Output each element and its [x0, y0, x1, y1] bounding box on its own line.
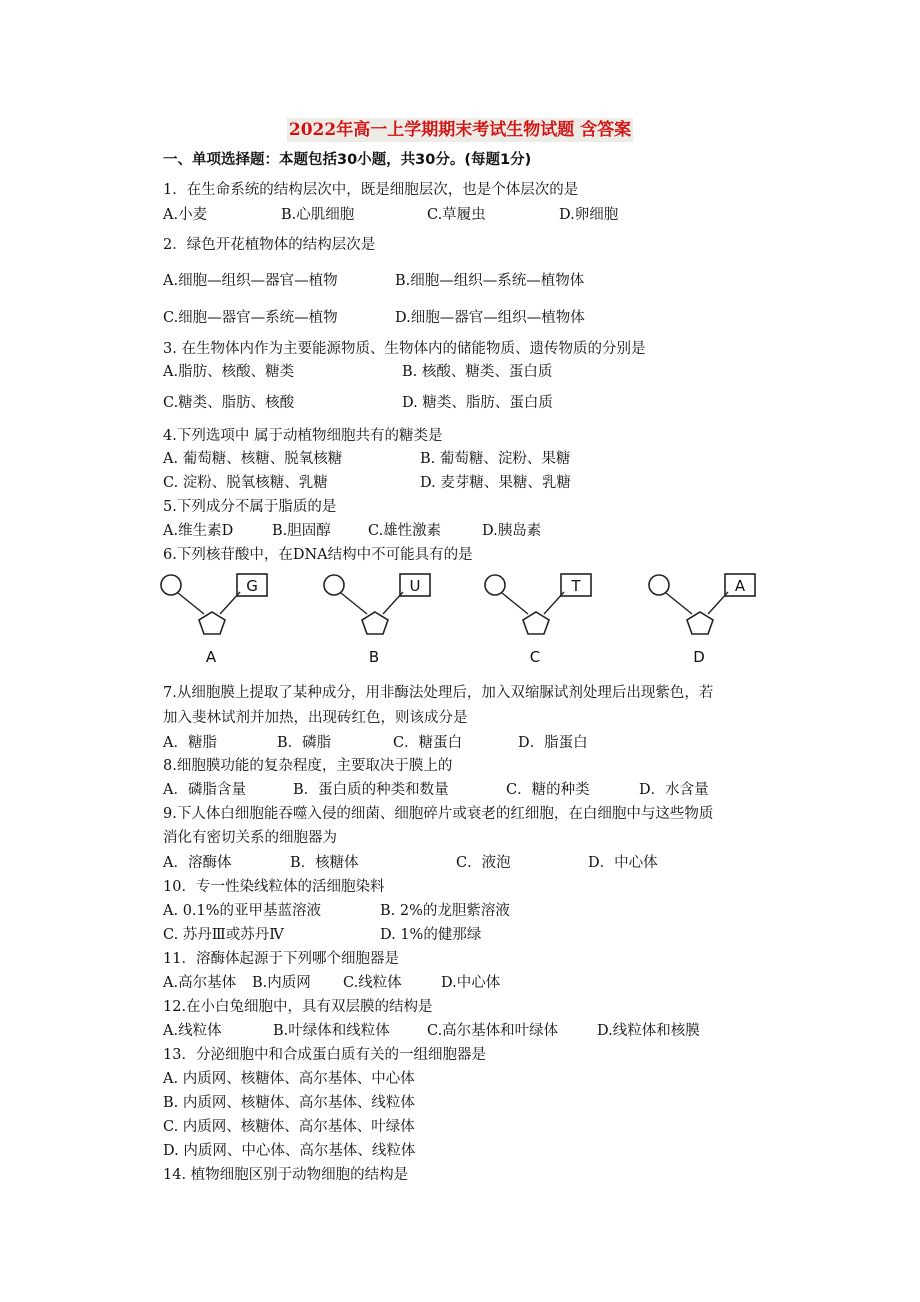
q11-stem: 11．溶酶体起源于下列哪个细胞器是	[163, 951, 399, 967]
q9-stem-line1: 9.下人体白细胞能吞噬入侵的细菌、细胞碎片或衰老的红细胞，在白细胞中与这些物质	[163, 806, 714, 822]
q10-option-b: B. 2%的龙胆紫溶液	[380, 903, 510, 919]
document-title-text: 2022年高一上学期期末考试生物试题 含答案	[288, 120, 632, 140]
q4-option-b: B. 葡萄糖、淀粉、果糖	[420, 451, 571, 467]
nucleotide-figure-b	[323, 572, 438, 668]
q5-stem: 5.下列成分不属于脂质的是	[163, 499, 337, 515]
phosphate-circle	[485, 575, 505, 595]
q13-option-d: D. 内质网、中心体、高尔基体、线粒体	[163, 1143, 416, 1159]
sugar-pentagon	[687, 612, 713, 634]
q7-stem-line2: 加入斐林试剂并加热，出现砖红色，则该成分是	[163, 710, 468, 726]
q11-option-a: A.高尔基体	[163, 975, 237, 991]
q12-option-c: C.高尔基体和叶绿体	[427, 1023, 559, 1039]
q13-option-c: C. 内质网、核糖体、高尔基体、叶绿体	[163, 1119, 415, 1135]
q11-option-d: D.中心体	[441, 975, 501, 991]
q8-stem: 8.细胞膜功能的复杂程度，主要取决于膜上的	[163, 758, 453, 774]
document-title	[0, 118, 920, 142]
q3-option-d: D. 糖类、脂肪、蛋白质	[402, 395, 553, 411]
base-letter: A	[734, 577, 746, 595]
q12-option-b: B.叶绿体和线粒体	[273, 1023, 390, 1039]
q1-option-c: C.草履虫	[427, 207, 486, 223]
q11-option-b: B.内质网	[252, 975, 311, 991]
base-letter: U	[409, 577, 421, 595]
q8-option-a: A．磷脂含量	[163, 782, 246, 798]
q9-option-b: B．核糖体	[290, 855, 359, 871]
figure-label: C	[529, 648, 541, 666]
phosphate-circle	[649, 575, 669, 595]
q2-option-b: B.细胞—组织—系统—植物体	[395, 273, 585, 289]
q2-stem: 2．绿色开花植物体的结构层次是	[163, 237, 376, 253]
q8-option-b: B．蛋白质的种类和数量	[293, 782, 449, 798]
q1-option-a: A.小麦	[163, 207, 208, 223]
q2-option-a: A.细胞—组织—器官—植物	[163, 273, 338, 289]
q7-option-d: D．脂蛋白	[518, 735, 588, 751]
q13-option-a: A. 内质网、核糖体、高尔基体、中心体	[163, 1071, 415, 1087]
q2-option-c: C.细胞—器官—系统—植物	[163, 310, 338, 326]
q3-option-b: B. 核酸、糖类、蛋白质	[402, 364, 553, 380]
q12-stem: 12.在小白兔细胞中，具有双层膜的结构是	[163, 999, 433, 1015]
q13-stem: 13．分泌细胞中和合成蛋白质有关的一组细胞器是	[163, 1047, 486, 1063]
q1-stem: 1．在生命系统的结构层次中，既是细胞层次，也是个体层次的是	[163, 182, 579, 198]
q8-option-d: D．水含量	[639, 782, 709, 798]
nucleotide-figure-a	[160, 572, 275, 668]
q5-option-d: D.胰岛素	[482, 523, 542, 539]
q10-stem: 10．专一性染线粒体的活细胞染料	[163, 879, 385, 895]
q3-stem: 3. 在生物体内作为主要能源物质、生物体内的储能物质、遗传物质的分别是	[163, 341, 646, 357]
q4-stem: 4.下列选项中 属于动植物细胞共有的糖类是	[163, 428, 443, 444]
q6-stem: 6.下列核苷酸中，在DNA结构中不可能具有的是	[163, 547, 473, 563]
figure-label: B	[368, 648, 380, 666]
phosphate-circle	[161, 575, 181, 595]
q7-option-b: B．磷脂	[277, 735, 332, 751]
q5-option-c: C.雄性激素	[368, 523, 442, 539]
q2-option-d: D.细胞—器官—组织—植物体	[395, 310, 585, 326]
nucleotide-figure-d	[648, 572, 763, 668]
bond-line	[502, 593, 528, 614]
figure-label: A	[205, 648, 217, 666]
q10-option-c: C. 苏丹Ⅲ或苏丹Ⅳ	[163, 927, 284, 943]
q7-option-c: C．糖蛋白	[393, 735, 463, 751]
nucleotide-figure-c	[484, 572, 599, 668]
q7-stem-line1: 7.从细胞膜上提取了某种成分，用非酶法处理后，加入双缩脲试剂处理后出现紫色，若	[163, 685, 714, 701]
base-letter: G	[246, 577, 258, 595]
q4-option-c: C. 淀粉、脱氧核糖、乳糖	[163, 475, 328, 491]
q8-option-c: C．糖的种类	[506, 782, 590, 798]
figure-label: D	[693, 648, 705, 666]
bond-line	[178, 593, 204, 614]
q14-stem: 14. 植物细胞区别于动物细胞的结构是	[163, 1167, 409, 1183]
q12-option-d: D.线粒体和核膜	[597, 1023, 700, 1039]
sugar-pentagon	[362, 612, 388, 634]
q10-option-d: D. 1%的健那绿	[380, 927, 482, 943]
q1-option-b: B.心肌细胞	[281, 207, 355, 223]
q9-stem-line2: 消化有密切关系的细胞器为	[163, 830, 337, 846]
q9-option-a: A．溶酶体	[163, 855, 232, 871]
q1-option-d: D.卵细胞	[559, 207, 619, 223]
q5-option-b: B.胆固醇	[272, 523, 331, 539]
phosphate-circle	[324, 575, 344, 595]
base-letter: T	[571, 577, 581, 595]
q10-option-a: A. 0.1%的亚甲基蓝溶液	[163, 903, 322, 919]
section-heading-single-choice: 一、单项选择题：本题包括30小题，共30分。(每题1分)	[163, 152, 532, 168]
q3-option-a: A.脂肪、核酸、糖类	[163, 364, 295, 380]
q7-option-a: A．糖脂	[163, 735, 217, 751]
q11-option-c: C.线粒体	[343, 975, 402, 991]
q3-option-c: C.糖类、脂肪、核酸	[163, 395, 295, 411]
q5-option-a: A.维生素D	[163, 523, 234, 539]
q12-option-a: A.线粒体	[163, 1023, 222, 1039]
q4-option-a: A. 葡萄糖、核糖、脱氧核糖	[163, 451, 343, 467]
bond-line	[666, 593, 692, 614]
bond-line	[341, 593, 367, 614]
q13-option-b: B. 内质网、核糖体、高尔基体、线粒体	[163, 1095, 415, 1111]
sugar-pentagon	[523, 612, 549, 634]
q9-option-c: C．液泡	[456, 855, 511, 871]
q9-option-d: D．中心体	[588, 855, 658, 871]
sugar-pentagon	[199, 612, 225, 634]
q4-option-d: D. 麦芽糖、果糖、乳糖	[420, 475, 571, 491]
